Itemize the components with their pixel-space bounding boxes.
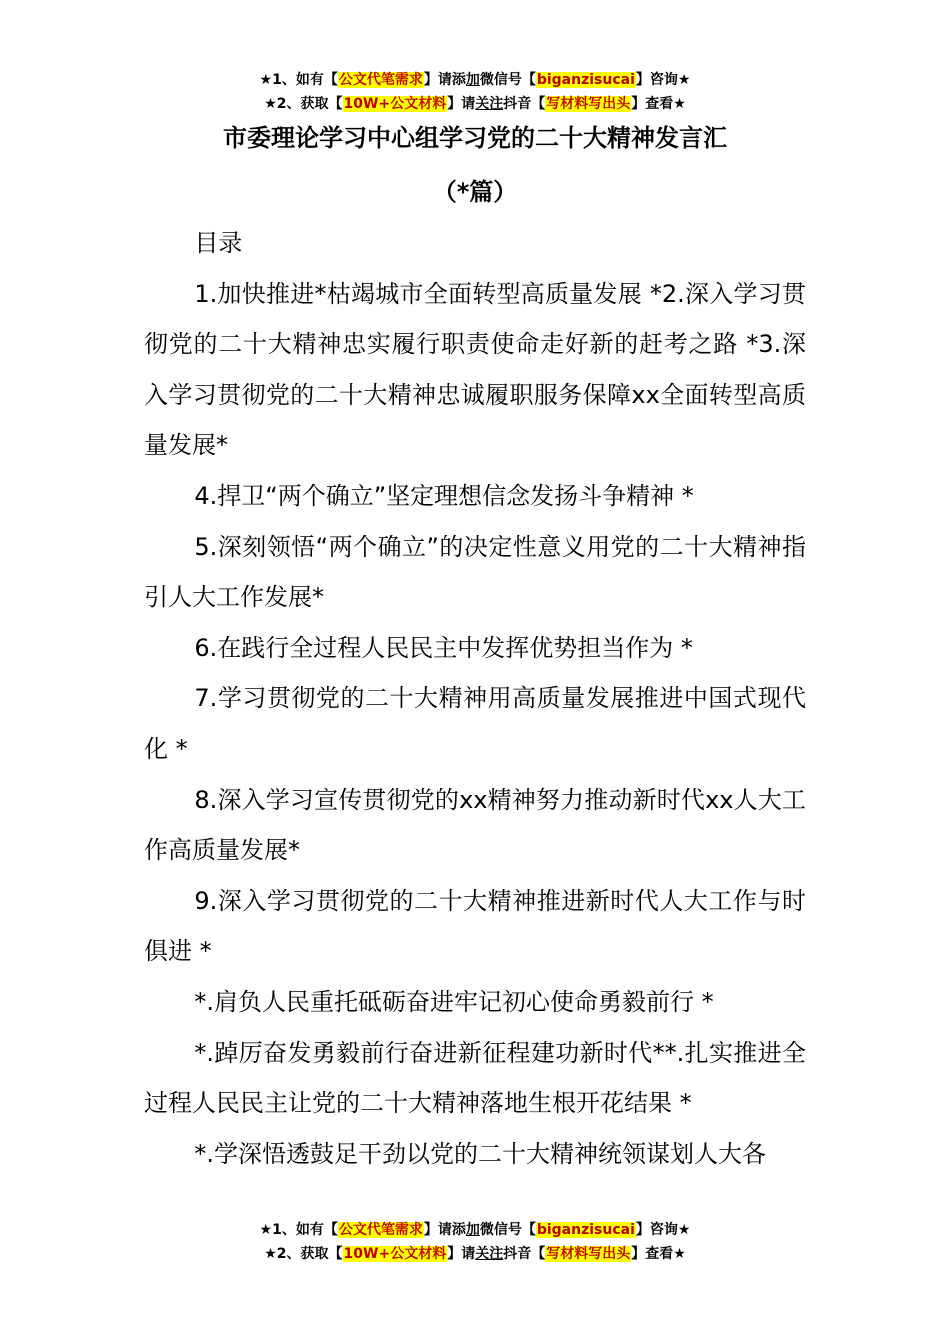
toc-entry: *.学深悟透鼓足干劲以党的二十大精神统领谋划人大各 — [194, 1139, 767, 1168]
star-icon: ★ — [264, 1246, 277, 1262]
toc-heading: 目录 — [194, 229, 243, 257]
banner-line-1: ★1、如有【公文代笔需求】请添加微信号【biganzisucai】咨询★ — [259, 1222, 691, 1238]
toc-entry: 5.深刻领悟“两个确立”的决定性意义用党的二十大精神指引人大工作发展* — [144, 532, 806, 612]
highlight-service: 公文代笔需求 — [338, 72, 423, 88]
highlight-service: 公文代笔需求 — [338, 1222, 423, 1238]
highlight-materials: 10W+公文材料 — [343, 96, 447, 112]
banner-line-2: ★2、获取【10W+公文材料】请关注抖音【写材料写出头】查看★ — [264, 96, 686, 112]
toc-entry: 9.深入学习贯彻党的二十大精神推进新时代人大工作与时俱进 * — [144, 886, 806, 966]
document-subtitle: （*篇） — [432, 178, 518, 206]
highlight-douyin: 写材料写出头 — [546, 96, 631, 112]
toc-entry: 8.深入学习宣传贯彻党的xx精神努力推动新时代xx人大工作高质量发展* — [144, 785, 806, 865]
toc-entry: 1.加快推进*枯竭城市全面转型高质量发展 *2.深入学习贯彻党的二十大精神忠实履行职责使命走好新的赶考之路 *3.深入学习贯彻党的二十大精神忠诚履职服务保障xx全面转型高质量发展* — [144, 279, 806, 460]
highlight-wechat-id: biganzisucai — [536, 1222, 635, 1238]
star-icon: ★ — [259, 1222, 273, 1238]
toc-entry: *.踔厉奋发勇毅前行奋进新征程建功新时代**.扎实推进全过程人民民主让党的二十大精神落地生根开花结果 * — [144, 1038, 806, 1118]
toc-entry: 4.捍卫“两个确立”坚定理想信念发扬斗争精神 * — [194, 481, 694, 510]
star-icon: ★ — [259, 72, 273, 88]
footer-banner — [0, 1218, 950, 1266]
toc-entry: 6.在践行全过程人民民主中发挥优势担当作为 * — [194, 633, 693, 662]
star-icon: ★ — [264, 96, 277, 112]
toc-body — [144, 218, 806, 1179]
header-banner — [0, 68, 950, 116]
banner-line-1: ★1、如有【公文代笔需求】请添加微信号【biganzisucai】咨询★ — [259, 72, 691, 88]
highlight-wechat-id: biganzisucai — [536, 72, 635, 88]
toc-entry: 7.学习贯彻党的二十大精神用高质量发展推进中国式现代化 * — [144, 684, 806, 763]
highlight-materials: 10W+公文材料 — [343, 1246, 447, 1262]
banner-line-2: ★2、获取【10W+公文材料】请关注抖音【写材料写出头】查看★ — [264, 1246, 686, 1262]
document-title: 市委理论学习中心组学习党的二十大精神发言汇 — [223, 124, 727, 152]
highlight-douyin: 写材料写出头 — [546, 1246, 631, 1262]
toc-entry: *.肩负人民重托砥砺奋进牢记初心使命勇毅前行 * — [194, 987, 714, 1016]
